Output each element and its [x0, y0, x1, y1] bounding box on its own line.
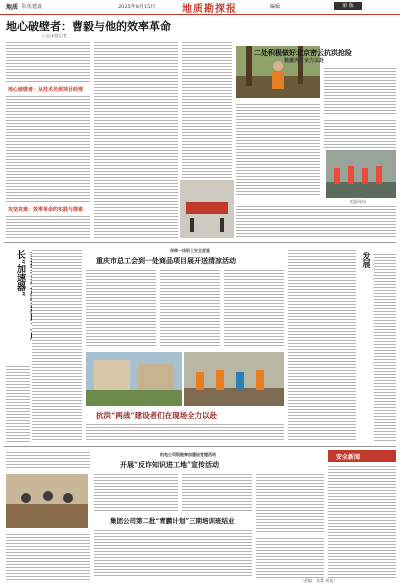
right-text-c: [324, 118, 396, 148]
lower-text-c: [94, 472, 178, 512]
bottom-headline: 集团公司第二批“青鹏计划”三期培训班结业: [110, 517, 235, 525]
campus-photo: [86, 352, 182, 406]
mid-kicker: 保障一线职工安全度夏: [170, 248, 210, 253]
mid-headline: 重庆市总工会到一处商品项目展开送清凉活动: [96, 256, 236, 265]
left-vert-text: [32, 248, 82, 442]
lower-text-b: [6, 532, 90, 580]
lower-text-g: [256, 536, 324, 578]
main-subhead-1: 地心破壁者：从技术员到项目经理: [8, 87, 84, 93]
right-vert-text: [288, 248, 356, 442]
right-vert-text-b: [374, 252, 396, 442]
paper-logo: 地质勘探报: [182, 4, 237, 15]
right-text-b: [236, 102, 320, 196]
lower-text-a: [6, 450, 90, 470]
side-box-title: 安全新闻: [336, 454, 361, 461]
banner-text: [86, 422, 284, 442]
right-text-a: [324, 66, 396, 114]
right-headline: 二处积极做好北京密云抗洪抢险: [254, 48, 352, 57]
main-text-col2: [94, 40, 178, 238]
main-text-col1: [6, 40, 90, 84]
rescue-photo: [326, 150, 396, 198]
lower-text-d: [182, 472, 252, 512]
main-subhead-2: 攻坚克难：效率革命的实践与探索: [8, 207, 84, 213]
header-editor: 编辑: [270, 4, 281, 10]
left-vert-text-b: [6, 364, 30, 442]
divider-2: [4, 446, 396, 447]
page-header: [0, 0, 400, 15]
workers-photo: [184, 352, 284, 406]
right-subheadline: 驰援灾区全力以赴: [284, 58, 325, 64]
sign-photo: [180, 180, 234, 238]
lower-text-f: [94, 528, 252, 578]
main-text-col1b: [6, 94, 90, 204]
mid-text-b: [160, 268, 220, 348]
meeting-photo: [6, 474, 88, 528]
lower-text-e: [256, 472, 324, 532]
divider-1: [4, 242, 396, 243]
banner-headline: 抗洪“两战”建设者们在现场全力以赴: [96, 411, 218, 420]
left-vertical-headline: 长“加速器”: [15, 250, 25, 297]
bottom-credit: （责编：张某 周某）: [300, 578, 338, 583]
main-headline: 地心破壁者：曹毅与他的效率革命: [6, 20, 171, 33]
rescue-photo-caption: 抢险现场: [350, 199, 366, 204]
side-box-header: [328, 450, 396, 462]
main-byline: ○文/本报记者: [42, 33, 67, 38]
header-badge: 地质: [6, 4, 19, 11]
side-box-text: [328, 464, 396, 578]
lower-headline: 开展“反诈知识进工地”宣传活动: [120, 460, 220, 469]
header-page-box: 第 版: [334, 2, 362, 10]
lower-kicker: 机电公司积极参加建设党建活动: [160, 452, 216, 457]
mid-text-a: [86, 268, 156, 348]
mid-text-c: [224, 268, 284, 348]
header-section: 队伍建设: [22, 4, 43, 10]
header-date: 2025年8月15日: [118, 4, 156, 10]
right-text-d: [236, 204, 396, 238]
main-text-col1c: [6, 214, 90, 238]
right-vertical-headline: 发展: [362, 252, 372, 268]
